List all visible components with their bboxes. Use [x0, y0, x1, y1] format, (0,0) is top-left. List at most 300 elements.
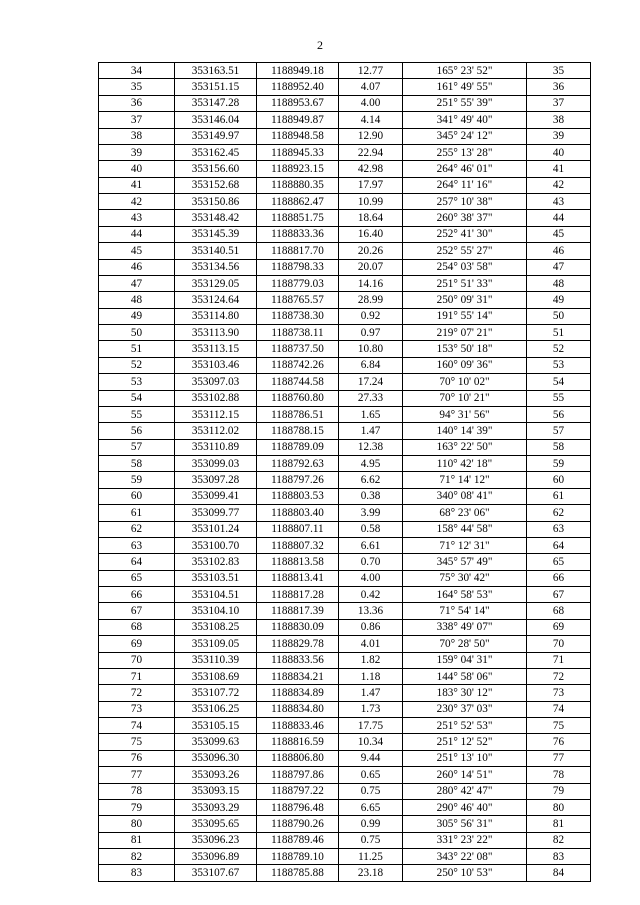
y-coordinate-cell: 1188817.28 [257, 587, 339, 603]
x-coordinate-cell: 353134.56 [175, 259, 257, 275]
distance-cell: 18.64 [339, 210, 403, 226]
table-row [99, 505, 591, 521]
bearing-cell: 250° 09' 31" [403, 292, 527, 308]
x-coordinate-cell: 353100.70 [175, 537, 257, 553]
bearing-cell: 290° 46' 40" [403, 799, 527, 815]
bearing-cell: 70° 10' 21" [403, 390, 527, 406]
distance-cell: 0.97 [339, 325, 403, 341]
y-coordinate-cell: 1188945.33 [257, 144, 339, 160]
x-coordinate-cell: 353114.80 [175, 308, 257, 324]
y-coordinate-cell: 1188765.57 [257, 292, 339, 308]
y-coordinate-cell: 1188833.36 [257, 226, 339, 242]
table-row [99, 226, 591, 242]
next-point-cell: 67 [527, 587, 591, 603]
point-number-cell: 50 [99, 325, 175, 341]
x-coordinate-cell: 353103.51 [175, 570, 257, 586]
distance-cell: 27.33 [339, 390, 403, 406]
table-row [99, 701, 591, 717]
table-row [99, 144, 591, 160]
x-coordinate-cell: 353102.83 [175, 554, 257, 570]
x-coordinate-cell: 353102.88 [175, 390, 257, 406]
table-row [99, 832, 591, 848]
table-row [99, 587, 591, 603]
table-row [99, 554, 591, 570]
x-coordinate-cell: 353104.51 [175, 587, 257, 603]
bearing-cell: 331° 23' 22" [403, 832, 527, 848]
table-row [99, 292, 591, 308]
y-coordinate-cell: 1188834.80 [257, 701, 339, 717]
y-coordinate-cell: 1188796.48 [257, 799, 339, 815]
y-coordinate-cell: 1188813.58 [257, 554, 339, 570]
next-point-cell: 81 [527, 816, 591, 832]
table-row [99, 619, 591, 635]
bearing-cell: 260° 14' 51" [403, 767, 527, 783]
y-coordinate-cell: 1188830.09 [257, 619, 339, 635]
bearing-cell: 158° 44' 58" [403, 521, 527, 537]
next-point-cell: 69 [527, 619, 591, 635]
table-row [99, 767, 591, 783]
next-point-cell: 72 [527, 668, 591, 684]
y-coordinate-cell: 1188807.32 [257, 537, 339, 553]
y-coordinate-cell: 1188949.87 [257, 112, 339, 128]
table-row [99, 128, 591, 144]
distance-cell: 0.86 [339, 619, 403, 635]
table-row [99, 406, 591, 422]
table-row [99, 243, 591, 259]
table-row [99, 865, 591, 881]
x-coordinate-cell: 353099.03 [175, 456, 257, 472]
bearing-cell: 251° 12' 52" [403, 734, 527, 750]
y-coordinate-cell: 1188744.58 [257, 374, 339, 390]
point-number-cell: 53 [99, 374, 175, 390]
y-coordinate-cell: 1188742.26 [257, 357, 339, 373]
x-coordinate-cell: 353093.26 [175, 767, 257, 783]
y-coordinate-cell: 1188953.67 [257, 95, 339, 111]
bearing-cell: 251° 55' 39" [403, 95, 527, 111]
table-row [99, 79, 591, 95]
bearing-cell: 230° 37' 03" [403, 701, 527, 717]
bearing-cell: 144° 58' 06" [403, 668, 527, 684]
y-coordinate-cell: 1188789.09 [257, 439, 339, 455]
x-coordinate-cell: 353151.15 [175, 79, 257, 95]
next-point-cell: 79 [527, 783, 591, 799]
table-row [99, 259, 591, 275]
table-row [99, 439, 591, 455]
table-row [99, 423, 591, 439]
next-point-cell: 45 [527, 226, 591, 242]
x-coordinate-cell: 353162.45 [175, 144, 257, 160]
distance-cell: 4.14 [339, 112, 403, 128]
bearing-cell: 345° 24' 12" [403, 128, 527, 144]
next-point-cell: 53 [527, 357, 591, 373]
distance-cell: 4.95 [339, 456, 403, 472]
distance-cell: 10.99 [339, 194, 403, 210]
x-coordinate-cell: 353110.89 [175, 439, 257, 455]
x-coordinate-cell: 353099.77 [175, 505, 257, 521]
x-coordinate-cell: 353150.86 [175, 194, 257, 210]
distance-cell: 1.47 [339, 423, 403, 439]
x-coordinate-cell: 353108.25 [175, 619, 257, 635]
coordinates-table [98, 62, 591, 882]
next-point-cell: 40 [527, 144, 591, 160]
y-coordinate-cell: 1188817.70 [257, 243, 339, 259]
table-row [99, 472, 591, 488]
next-point-cell: 61 [527, 488, 591, 504]
x-coordinate-cell: 353109.05 [175, 636, 257, 652]
table-row [99, 816, 591, 832]
point-number-cell: 70 [99, 652, 175, 668]
point-number-cell: 82 [99, 849, 175, 865]
y-coordinate-cell: 1188806.80 [257, 750, 339, 766]
next-point-cell: 83 [527, 849, 591, 865]
distance-cell: 0.65 [339, 767, 403, 783]
table-row [99, 570, 591, 586]
bearing-cell: 251° 52' 53" [403, 718, 527, 734]
distance-cell: 20.07 [339, 259, 403, 275]
table-row [99, 275, 591, 291]
distance-cell: 10.34 [339, 734, 403, 750]
y-coordinate-cell: 1188803.53 [257, 488, 339, 504]
distance-cell: 11.25 [339, 849, 403, 865]
bearing-cell: 264° 11' 16" [403, 177, 527, 193]
x-coordinate-cell: 353107.67 [175, 865, 257, 881]
point-number-cell: 72 [99, 685, 175, 701]
y-coordinate-cell: 1188797.26 [257, 472, 339, 488]
x-coordinate-cell: 353093.15 [175, 783, 257, 799]
distance-cell: 13.36 [339, 603, 403, 619]
y-coordinate-cell: 1188949.18 [257, 63, 339, 79]
y-coordinate-cell: 1188785.88 [257, 865, 339, 881]
next-point-cell: 62 [527, 505, 591, 521]
y-coordinate-cell: 1188862.47 [257, 194, 339, 210]
point-number-cell: 65 [99, 570, 175, 586]
distance-cell: 0.38 [339, 488, 403, 504]
bearing-cell: 163° 22' 50" [403, 439, 527, 455]
x-coordinate-cell: 353129.05 [175, 275, 257, 291]
point-number-cell: 60 [99, 488, 175, 504]
distance-cell: 28.99 [339, 292, 403, 308]
next-point-cell: 80 [527, 799, 591, 815]
point-number-cell: 83 [99, 865, 175, 881]
next-point-cell: 65 [527, 554, 591, 570]
distance-cell: 0.75 [339, 832, 403, 848]
next-point-cell: 57 [527, 423, 591, 439]
distance-cell: 1.18 [339, 668, 403, 684]
next-point-cell: 58 [527, 439, 591, 455]
point-number-cell: 73 [99, 701, 175, 717]
x-coordinate-cell: 353124.64 [175, 292, 257, 308]
distance-cell: 0.99 [339, 816, 403, 832]
next-point-cell: 44 [527, 210, 591, 226]
y-coordinate-cell: 1188779.03 [257, 275, 339, 291]
next-point-cell: 39 [527, 128, 591, 144]
point-number-cell: 46 [99, 259, 175, 275]
next-point-cell: 70 [527, 636, 591, 652]
x-coordinate-cell: 353096.23 [175, 832, 257, 848]
table-row [99, 668, 591, 684]
y-coordinate-cell: 1188813.41 [257, 570, 339, 586]
point-number-cell: 47 [99, 275, 175, 291]
next-point-cell: 52 [527, 341, 591, 357]
table-row [99, 325, 591, 341]
distance-cell: 1.65 [339, 406, 403, 422]
point-number-cell: 59 [99, 472, 175, 488]
bearing-cell: 264° 46' 01" [403, 161, 527, 177]
bearing-cell: 140° 14' 39" [403, 423, 527, 439]
distance-cell: 12.77 [339, 63, 403, 79]
bearing-cell: 252° 55' 27" [403, 243, 527, 259]
x-coordinate-cell: 353099.63 [175, 734, 257, 750]
point-number-cell: 38 [99, 128, 175, 144]
bearing-cell: 71° 14' 12" [403, 472, 527, 488]
next-point-cell: 64 [527, 537, 591, 553]
table-row [99, 194, 591, 210]
next-point-cell: 37 [527, 95, 591, 111]
table-row [99, 456, 591, 472]
distance-cell: 10.80 [339, 341, 403, 357]
next-point-cell: 42 [527, 177, 591, 193]
bearing-cell: 160° 09' 36" [403, 357, 527, 373]
next-point-cell: 63 [527, 521, 591, 537]
table-row [99, 734, 591, 750]
distance-cell: 4.00 [339, 570, 403, 586]
point-number-cell: 74 [99, 718, 175, 734]
point-number-cell: 78 [99, 783, 175, 799]
table-row [99, 849, 591, 865]
y-coordinate-cell: 1188789.46 [257, 832, 339, 848]
bearing-cell: 159° 04' 31" [403, 652, 527, 668]
distance-cell: 0.42 [339, 587, 403, 603]
point-number-cell: 54 [99, 390, 175, 406]
table-row [99, 521, 591, 537]
next-point-cell: 38 [527, 112, 591, 128]
x-coordinate-cell: 353101.24 [175, 521, 257, 537]
y-coordinate-cell: 1188803.40 [257, 505, 339, 521]
y-coordinate-cell: 1188807.11 [257, 521, 339, 537]
point-number-cell: 75 [99, 734, 175, 750]
y-coordinate-cell: 1188788.15 [257, 423, 339, 439]
table-row [99, 603, 591, 619]
distance-cell: 6.84 [339, 357, 403, 373]
bearing-cell: 71° 54' 14" [403, 603, 527, 619]
table-row [99, 161, 591, 177]
table-row [99, 488, 591, 504]
point-number-cell: 71 [99, 668, 175, 684]
x-coordinate-cell: 353113.15 [175, 341, 257, 357]
next-point-cell: 49 [527, 292, 591, 308]
table-row [99, 374, 591, 390]
y-coordinate-cell: 1188817.39 [257, 603, 339, 619]
next-point-cell: 47 [527, 259, 591, 275]
x-coordinate-cell: 353163.51 [175, 63, 257, 79]
x-coordinate-cell: 353112.15 [175, 406, 257, 422]
table-row [99, 357, 591, 373]
next-point-cell: 60 [527, 472, 591, 488]
bearing-cell: 250° 10' 53" [403, 865, 527, 881]
distance-cell: 3.99 [339, 505, 403, 521]
bearing-cell: 251° 51' 33" [403, 275, 527, 291]
bearing-cell: 183° 30' 12" [403, 685, 527, 701]
next-point-cell: 51 [527, 325, 591, 341]
bearing-cell: 161° 49' 55" [403, 79, 527, 95]
bearing-cell: 70° 10' 02" [403, 374, 527, 390]
point-number-cell: 69 [99, 636, 175, 652]
x-coordinate-cell: 353107.72 [175, 685, 257, 701]
page-number: 2 [317, 38, 323, 52]
bearing-cell: 94° 31' 56" [403, 406, 527, 422]
x-coordinate-cell: 353093.29 [175, 799, 257, 815]
bearing-cell: 75° 30' 42" [403, 570, 527, 586]
point-number-cell: 63 [99, 537, 175, 553]
next-point-cell: 59 [527, 456, 591, 472]
next-point-cell: 46 [527, 243, 591, 259]
point-number-cell: 45 [99, 243, 175, 259]
distance-cell: 20.26 [339, 243, 403, 259]
distance-cell: 0.58 [339, 521, 403, 537]
next-point-cell: 43 [527, 194, 591, 210]
y-coordinate-cell: 1188790.26 [257, 816, 339, 832]
y-coordinate-cell: 1188786.51 [257, 406, 339, 422]
next-point-cell: 84 [527, 865, 591, 881]
x-coordinate-cell: 353152.68 [175, 177, 257, 193]
next-point-cell: 48 [527, 275, 591, 291]
x-coordinate-cell: 353106.25 [175, 701, 257, 717]
distance-cell: 12.90 [339, 128, 403, 144]
bearing-cell: 338° 49' 07" [403, 619, 527, 635]
distance-cell: 4.07 [339, 79, 403, 95]
point-number-cell: 61 [99, 505, 175, 521]
next-point-cell: 75 [527, 718, 591, 734]
point-number-cell: 67 [99, 603, 175, 619]
distance-cell: 0.70 [339, 554, 403, 570]
distance-cell: 17.97 [339, 177, 403, 193]
bearing-cell: 71° 12' 31" [403, 537, 527, 553]
y-coordinate-cell: 1188738.11 [257, 325, 339, 341]
bearing-cell: 165° 23' 52" [403, 63, 527, 79]
y-coordinate-cell: 1188948.58 [257, 128, 339, 144]
next-point-cell: 71 [527, 652, 591, 668]
point-number-cell: 55 [99, 406, 175, 422]
distance-cell: 23.18 [339, 865, 403, 881]
x-coordinate-cell: 353110.39 [175, 652, 257, 668]
table-row [99, 750, 591, 766]
distance-cell: 42.98 [339, 161, 403, 177]
distance-cell: 22.94 [339, 144, 403, 160]
point-number-cell: 42 [99, 194, 175, 210]
next-point-cell: 50 [527, 308, 591, 324]
bearing-cell: 257° 10' 38" [403, 194, 527, 210]
table-row [99, 390, 591, 406]
bearing-cell: 305° 56' 31" [403, 816, 527, 832]
x-coordinate-cell: 353099.41 [175, 488, 257, 504]
x-coordinate-cell: 353148.42 [175, 210, 257, 226]
next-point-cell: 73 [527, 685, 591, 701]
bearing-cell: 251° 13' 10" [403, 750, 527, 766]
distance-cell: 17.24 [339, 374, 403, 390]
distance-cell: 6.62 [339, 472, 403, 488]
distance-cell: 4.00 [339, 95, 403, 111]
point-number-cell: 66 [99, 587, 175, 603]
next-point-cell: 55 [527, 390, 591, 406]
x-coordinate-cell: 353097.03 [175, 374, 257, 390]
bearing-cell: 68° 23' 06" [403, 505, 527, 521]
table-row [99, 63, 591, 79]
bearing-cell: 255° 13' 28" [403, 144, 527, 160]
x-coordinate-cell: 353113.90 [175, 325, 257, 341]
table-row [99, 341, 591, 357]
point-number-cell: 44 [99, 226, 175, 242]
x-coordinate-cell: 353096.89 [175, 849, 257, 865]
next-point-cell: 68 [527, 603, 591, 619]
point-number-cell: 48 [99, 292, 175, 308]
x-coordinate-cell: 353096.30 [175, 750, 257, 766]
x-coordinate-cell: 353146.04 [175, 112, 257, 128]
next-point-cell: 41 [527, 161, 591, 177]
y-coordinate-cell: 1188816.59 [257, 734, 339, 750]
x-coordinate-cell: 353149.97 [175, 128, 257, 144]
y-coordinate-cell: 1188737.50 [257, 341, 339, 357]
bearing-cell: 70° 28' 50" [403, 636, 527, 652]
next-point-cell: 35 [527, 63, 591, 79]
point-number-cell: 52 [99, 357, 175, 373]
bearing-cell: 340° 08' 41" [403, 488, 527, 504]
point-number-cell: 40 [99, 161, 175, 177]
point-number-cell: 49 [99, 308, 175, 324]
distance-cell: 9.44 [339, 750, 403, 766]
y-coordinate-cell: 1188829.78 [257, 636, 339, 652]
distance-cell: 6.65 [339, 799, 403, 815]
y-coordinate-cell: 1188789.10 [257, 849, 339, 865]
next-point-cell: 78 [527, 767, 591, 783]
bearing-cell: 191° 55' 14" [403, 308, 527, 324]
point-number-cell: 36 [99, 95, 175, 111]
distance-cell: 1.82 [339, 652, 403, 668]
x-coordinate-cell: 353105.15 [175, 718, 257, 734]
table-row [99, 636, 591, 652]
distance-cell: 0.92 [339, 308, 403, 324]
next-point-cell: 76 [527, 734, 591, 750]
x-coordinate-cell: 353140.51 [175, 243, 257, 259]
y-coordinate-cell: 1188834.89 [257, 685, 339, 701]
distance-cell: 14.16 [339, 275, 403, 291]
y-coordinate-cell: 1188797.86 [257, 767, 339, 783]
distance-cell: 0.75 [339, 783, 403, 799]
y-coordinate-cell: 1188952.40 [257, 79, 339, 95]
x-coordinate-cell: 353095.65 [175, 816, 257, 832]
point-number-cell: 56 [99, 423, 175, 439]
distance-cell: 1.47 [339, 685, 403, 701]
point-number-cell: 51 [99, 341, 175, 357]
bearing-cell: 164° 58' 53" [403, 587, 527, 603]
next-point-cell: 66 [527, 570, 591, 586]
y-coordinate-cell: 1188833.56 [257, 652, 339, 668]
point-number-cell: 41 [99, 177, 175, 193]
point-number-cell: 57 [99, 439, 175, 455]
y-coordinate-cell: 1188851.75 [257, 210, 339, 226]
next-point-cell: 82 [527, 832, 591, 848]
point-number-cell: 35 [99, 79, 175, 95]
bearing-cell: 153° 50' 18" [403, 341, 527, 357]
distance-cell: 4.01 [339, 636, 403, 652]
bearing-cell: 341° 49' 40" [403, 112, 527, 128]
point-number-cell: 68 [99, 619, 175, 635]
point-number-cell: 80 [99, 816, 175, 832]
table-row [99, 177, 591, 193]
y-coordinate-cell: 1188798.33 [257, 259, 339, 275]
point-number-cell: 77 [99, 767, 175, 783]
distance-cell: 16.40 [339, 226, 403, 242]
next-point-cell: 54 [527, 374, 591, 390]
